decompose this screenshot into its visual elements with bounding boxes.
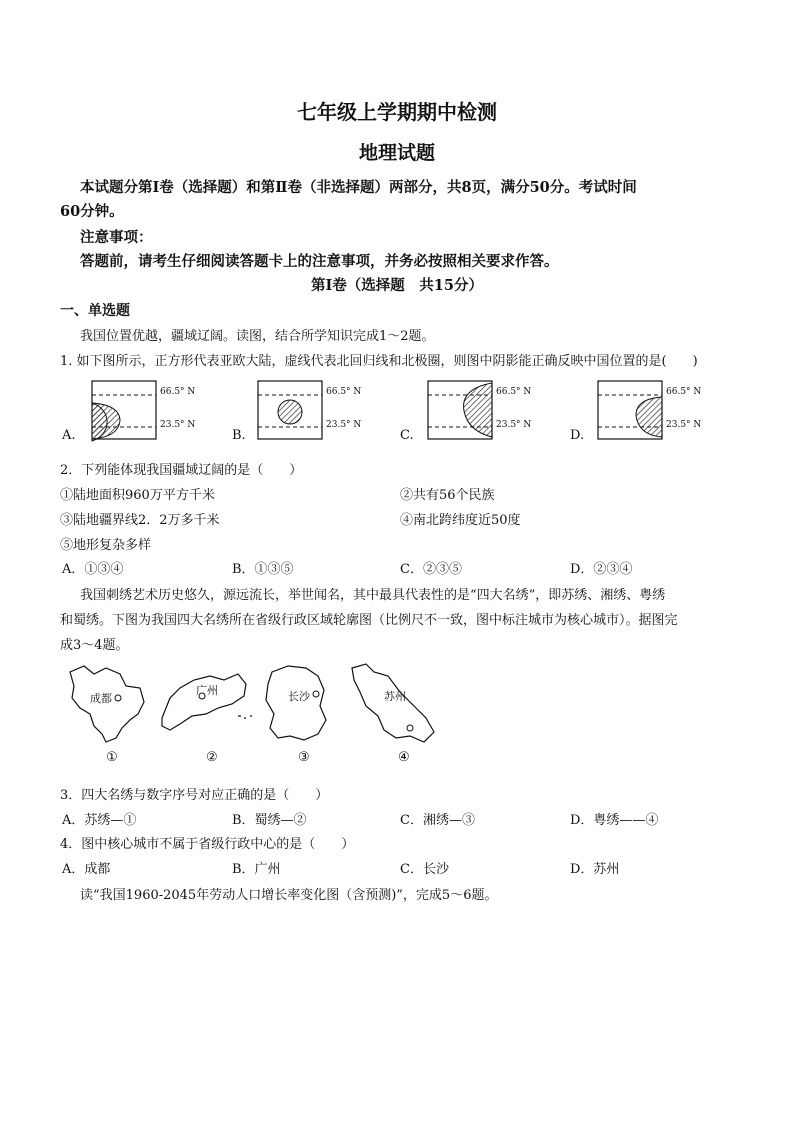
province-maps <box>62 658 462 758</box>
q2-option-a[interactable]: A．①③④ <box>62 562 124 577</box>
exam-subtitle: 地理试题 <box>358 142 435 164</box>
q4-option-d[interactable]: D．苏州 <box>570 862 620 877</box>
q1-lat-top-c: 66.5° N <box>496 387 532 397</box>
map-number-4: ④ <box>398 750 410 765</box>
q2-option-d[interactable]: D．②③④ <box>570 562 633 577</box>
q2-option-b[interactable]: B．①③⑤ <box>232 562 294 577</box>
q3-option-d[interactable]: D．粤绣——④ <box>570 813 659 828</box>
q1-option-d[interactable]: D. <box>570 428 585 443</box>
part1-title: 第Ⅰ卷（选择题 共15分） <box>311 277 483 294</box>
q1-text: 1. 如下图所示，正方形代表亚欧大陆，虚线代表北回归线和北极圈，则图中阴影能正确反映中国位置的是( ) <box>60 354 698 369</box>
map-city-label-2: 广州 <box>196 684 218 697</box>
q1-option-b[interactable]: B. <box>232 428 246 443</box>
q3-option-c[interactable]: C．湘绣—③ <box>400 813 475 828</box>
map-number-3: ③ <box>298 750 310 765</box>
q1-option-c[interactable]: C. <box>400 428 414 443</box>
intro-line-2: 60分钟。 <box>60 203 124 220</box>
q1-lat-top-a: 66.5° N <box>160 387 196 397</box>
map-city-label-4: 苏州 <box>384 690 406 703</box>
q2-option-c[interactable]: C．②③⑤ <box>400 562 462 577</box>
q2-item-1: ①陆地面积960万平方千米 <box>60 488 215 503</box>
q1-lat-bottom-d: 23.5° N <box>666 420 702 430</box>
q2-item-5: ⑤地形复杂多样 <box>60 538 152 553</box>
intro-line-1: 本试题分第Ⅰ卷（选择题）和第Ⅱ卷（非选择题）两部分，共8页，满分50分。考试时间 <box>80 179 637 196</box>
q2-item-3: ③陆地疆界线2．2万多千米 <box>60 513 220 528</box>
q2-text: 2．下列能体现我国疆域辽阔的是（ ） <box>60 463 303 478</box>
q3-option-b[interactable]: B．蜀绣—② <box>232 813 307 828</box>
q1-lat-bottom-b: 23.5° N <box>326 420 362 430</box>
q4-option-b[interactable]: B．广州 <box>232 862 281 877</box>
q3-option-a[interactable]: A．苏绣—① <box>62 813 137 828</box>
exam-title: 七年级上学期期中检测 <box>297 100 497 124</box>
map-number-1: ① <box>106 750 118 765</box>
q3-text: 3．四大名绣与数字序号对应正确的是（ ） <box>60 788 329 803</box>
q1-lat-top-b: 66.5° N <box>326 387 362 397</box>
map-city-label-3: 长沙 <box>288 690 310 703</box>
map-city-label-1: 成都 <box>90 692 112 705</box>
q1-figure-c <box>428 381 492 439</box>
section-title: 一、单选题 <box>60 303 130 319</box>
q1-figure-b <box>258 381 322 439</box>
stem-3-4-line-1: 我国刺绣艺术历史悠久，源远流长，举世闻名，其中最具代表性的是“四大名绣”，即苏绣、湘绣、粤绣 <box>80 588 666 603</box>
q1-option-a[interactable]: A. <box>62 428 76 443</box>
q4-option-c[interactable]: C．长沙 <box>400 862 449 877</box>
stem-1-2: 我国位置优越，疆域辽阔。读图，结合所学知识完成1～2题。 <box>80 329 435 344</box>
stem-3-4-line-3: 成3～4题。 <box>60 638 129 653</box>
q4-text: 4．图中核心城市不属于省级行政中心的是（ ） <box>60 837 355 852</box>
notice-title: 注意事项： <box>80 229 153 246</box>
q2-item-2: ②共有56个民族 <box>400 488 495 503</box>
map-number-2: ② <box>206 750 218 765</box>
q1-lat-bottom-c: 23.5° N <box>496 420 532 430</box>
stem-3-4-line-2: 和蜀绣。下图为我国四大名绣所在省级行政区域轮廓图（比例尺不一致，图中标注城市为核心城市）。据图完 <box>60 613 678 628</box>
q2-item-4: ④南北跨纬度近50度 <box>400 513 521 528</box>
q1-lat-bottom-a: 23.5° N <box>160 420 196 430</box>
q1-figure-d <box>598 381 662 439</box>
q4-option-a[interactable]: A．成都 <box>62 862 111 877</box>
q1-figure-a <box>92 381 156 441</box>
stem-5-6: 读“我国1960-2045年劳动人口增长率变化图（含预测)”，完成5～6题。 <box>80 888 498 903</box>
notice-body: 答题前，请考生仔细阅读答题卡上的注意事项，并务必按照相关要求作答。 <box>80 253 559 270</box>
q1-lat-top-d: 66.5° N <box>666 387 702 397</box>
